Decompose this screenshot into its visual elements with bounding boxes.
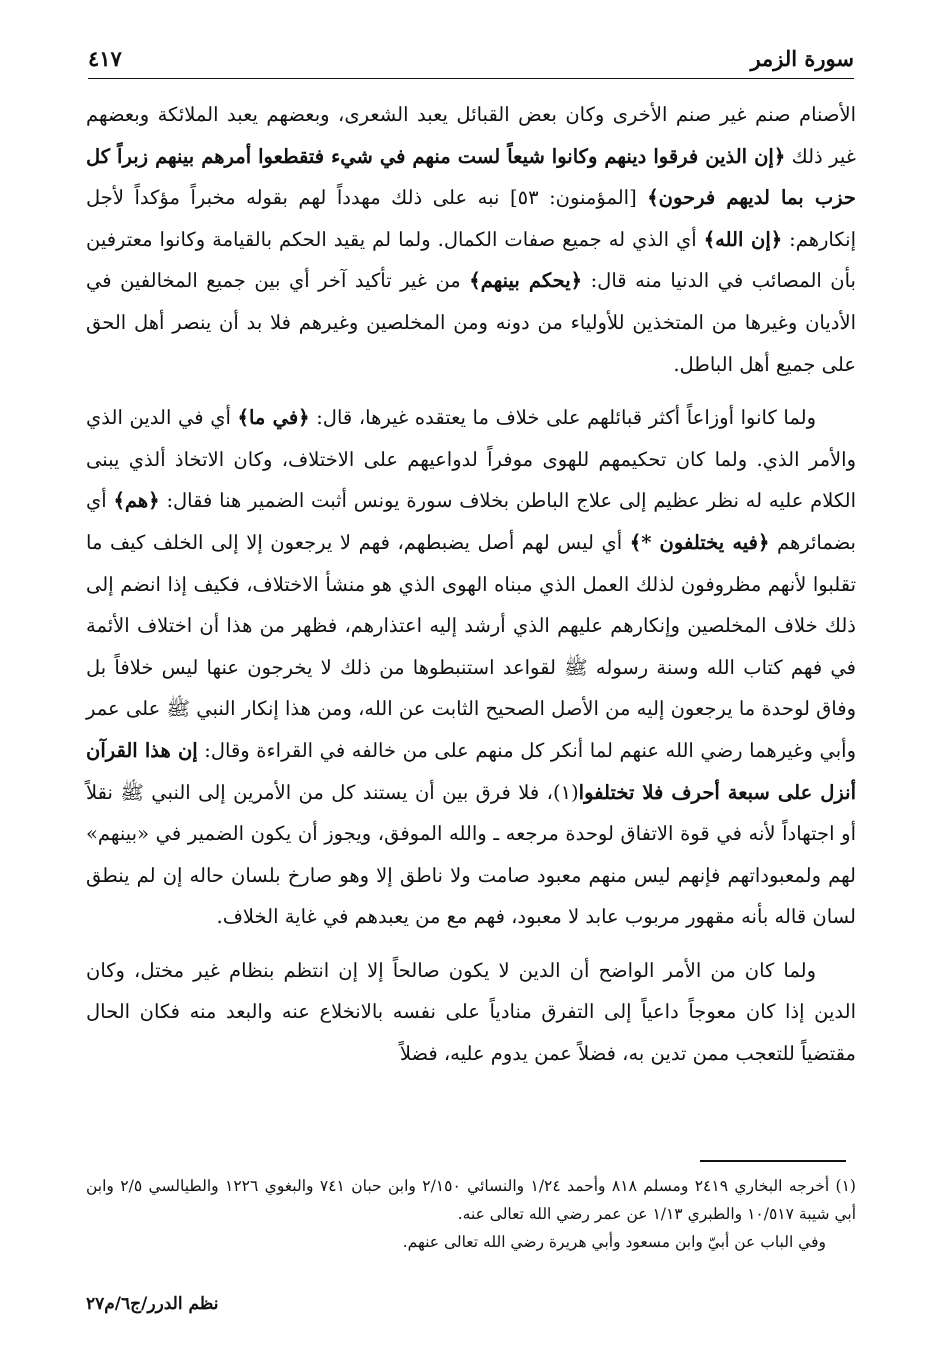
text-run: أي الذي له جميع صفات الكمال. ولما لم يقيد الحكم بالقيامة وكانوا معترفين بأن المصائب في الدنيا منه قال:	[86, 227, 856, 293]
page-header	[88, 42, 854, 79]
footnote-1-continued: وفي الباب عن أبيّ وابن مسعود وأبي هريرة رضي الله تعالى عنهم.	[402, 1233, 826, 1251]
text-run: [المؤمنون: ٥٣] نبه على ذلك مهدداً لهم بقوله مخبراً مؤكداً لأجل إنكارهم:	[86, 186, 856, 251]
quran-quote: ﴿في ما﴾	[237, 406, 310, 430]
paragraph-3: ولما كان من الأمر الواضح أن الدين لا يكون صالحاً إلا إن انتظم بنظام غير مختل، وكان الدين إذا كان معوجاً داعياً إلى التفرق منادياً على نفسه بالانخلاع عنه والبعد منه فكان الحال مقتضياً للتعجب ممن تدين به، فضلاً عمن يدوم عليه، فضلاً	[86, 958, 856, 1066]
text-run: من غير تأكيد آخر أي بين جميع المخالفين في الأديان وغيرها من المتخذين للأولياء من دونه ومن المخلصين وغيرهم فلا بد أن ينصر أهل الحق على جميع أهل الباطل.	[86, 269, 856, 376]
quran-quote: ﴿إن الذين فرقوا دينهم وكانوا شيعاً لست منهم في شيء فتقطعوا أمرهم بينهم زبراً كل حزب بما لديهم فرحون﴾	[86, 144, 856, 210]
text-run: أي في الدين الذي والأمر الذي. ولما كان تحكيمهم للهوى موفراً لدواعيهم على الاختلاف، وكان الاتخاذ ألذي يبنى الكلام عليه له نظر عظيم إلى علاج الباطن بخلاف سورة يونس أثبت الضمير هنا فقال:	[86, 406, 856, 513]
body-text	[86, 94, 856, 1075]
text-run: ، فلا فرق بين أن يستند كل من الأمرين إلى النبي ﷺ نقلاً أو اجتهاداً لأنه في قوة الاتفاق لوحدة مرجعه ـ والله الموفق، ويجوز أن يكون الضمير في «بينهم» لهم ولمعبوداتهم فإنهم ليس منهم معبود صامت ولا ناطق إلا وهو صارخ بلسان حاله إن لم ينطق لسان قاله بأنه مقهور مربوب عابد لا معبود، فهم مع من يعبدهم في غاية الخلاف.	[86, 780, 856, 929]
text-run: ولما كانوا أوزاعاً أكثر قبائلهم على خلاف ما يعتقده غيرها، قال:	[309, 406, 816, 430]
footnote-1: (١) أخرجه البخاري ٢٤١٩ ومسلم ٨١٨ وأحمد ١/٢٤ والنسائي ٢/١٥٠ وابن حبان ٧٤١ والبغوي ١٢٢٦ والطيالسي ٢/٥ وابن أبي شيبة ١٠/٥١٧ والطبري ١/١٣ عن عمر رضي الله تعالى عنه.	[86, 1177, 856, 1223]
footnote-ref: (١)	[552, 780, 579, 804]
quran-quote: ﴿يحكم بينهم﴾	[469, 269, 583, 293]
quran-quote: ﴿فيه يختلفون *﴾	[629, 530, 770, 554]
volume-signature: نظم الدرر/ج٦/م٢٧	[86, 1294, 219, 1314]
paragraph-1	[86, 94, 856, 385]
surah-title: سورة الزمر	[750, 46, 854, 71]
text-run: أي ليس لهم أصل يضبطهم، فهم لا يرجعون إلا إلى الخلف كيف ما تقلبوا لأنهم مظروفون لذلك العمل الذي مبناه الهوى الذي هو منشأ الاختلاف، فكيف إذا انضم إلى ذلك خلاف المخلصين وإنكارهم عليهم الذي أرشد إليه اعتذارهم، فظهر من هذا أن اختلاف الأئمة في فهم كتاب الله وسنة رسوله ﷺ لقواعد استنبطوها من ذلك لا يخرجون عنها ليس خلافاً بل وفاق لوحدة ما يرجعون إليه من الأصل الصحيح الثابت عن الله، ومن هذا إنكار النبي ﷺ على عمر وأبي وغيرهما رضي الله عنهم لما أنكر كل منهم على من خالفه في القراءة وقال:	[86, 530, 856, 762]
text-run: أي بضمائرهم	[86, 489, 856, 554]
page-number: ٤١٧	[88, 46, 122, 71]
text-run: الأصنام صنم غير صنم الأخرى وكان بعض القبائل يعبد الشعرى، وبعضهم يعبد الملائكة وبعضهم غير ذلك	[86, 103, 856, 168]
hadith-quote: إن هذا القرآن أنزل على سبعة أحرف فلا تختلفوا	[86, 738, 856, 804]
footnotes	[86, 1172, 856, 1256]
footnote-separator	[700, 1160, 846, 1162]
quran-quote: ﴿هم﴾	[113, 489, 160, 513]
quran-quote: ﴿إن الله﴾	[703, 227, 783, 251]
paragraph-2	[86, 397, 856, 938]
